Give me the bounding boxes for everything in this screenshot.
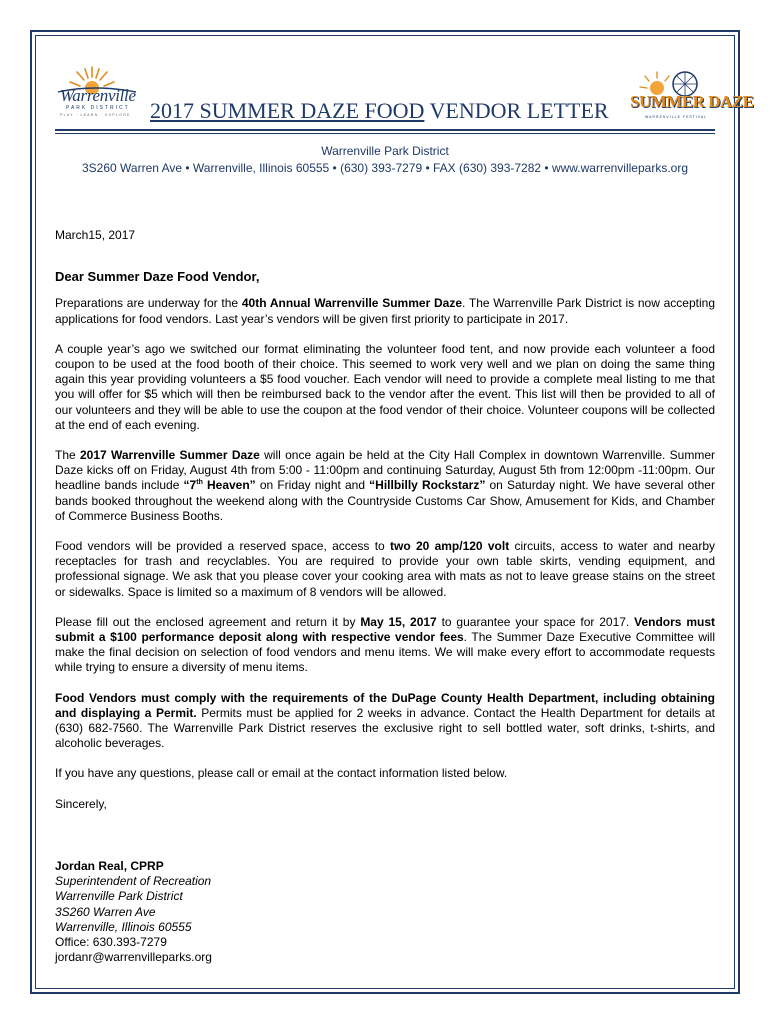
p3-band-1-sup: th (196, 479, 203, 487)
p5-bold-date: May 15, 2017 (360, 614, 437, 629)
org-name: Warrenville Park District (321, 144, 449, 158)
logo-left-name: Warrenville (60, 86, 136, 105)
p1-bold: 40th Annual Warrenville Summer Daze (241, 296, 463, 311)
signer-street: 3S260 Warren Ave (55, 904, 156, 919)
paragraph-6 (55, 691, 715, 752)
signer-name-text: Jordan Real, CPRP (55, 858, 164, 873)
warrenville-logo (54, 64, 140, 122)
p3-band-1-b: Heaven” (202, 478, 256, 493)
p3-text-a: The (55, 448, 80, 463)
org-address: 3S260 Warren Ave • Warrenville, Illinois 60555 • (630) 393-7279 • FAX (630) 393-7282 • www.warrenvilleparks.org (82, 161, 688, 175)
p5-text-c: to guarantee your space for 2017. (436, 614, 635, 629)
letter-date: March15, 2017 (55, 228, 136, 242)
title-rest: VENDOR LETTER (424, 98, 609, 123)
page-title (150, 98, 609, 124)
p3-band-1-a: “7 (183, 478, 197, 493)
p4-text-a: Food vendors will be provided a reserved space, access to (55, 539, 390, 554)
p5-text-e: . The Summer Daze Executive Committee will make the final decision on selection of food vendors and menu items. We will make every effort to accommodate requests while trying to ensure a diversity of menu items. (55, 630, 715, 675)
p3-band-2: “Hillbilly Rockstarz” (369, 478, 486, 493)
p1-text-c: . The Warrenville Park District is now accepting applications for food vendors. Last year’s vendors will be given first priority to participate in 2017. (55, 296, 715, 326)
p3-text-c: will once again be held at the City Hall Complex in downtown Warrenville. Summer Daze kicks off on Friday, August 4th from 5:00 - 11:00pm and continuing Saturday, August 5th from 12:00pm -11:00pm. Our headline bands include (55, 448, 716, 493)
p6-bold: Food Vendors must comply with the requirements of the DuPage County Health Department, including obtaining and displaying a Permit. (55, 690, 715, 720)
paragraph-3 (55, 448, 715, 524)
p3-bold-event: 2017 Warrenville Summer Daze (79, 448, 260, 463)
logo-left-line2: PLAY · LEARN · EXPLORE (60, 113, 131, 117)
logo-right-line1: WARRENVILLE FESTIVAL (645, 115, 708, 119)
paragraph-7: If you have any questions, please call or email at the contact information listed below. (55, 766, 508, 781)
letter-body (55, 228, 715, 965)
closing: Sincerely, (55, 796, 107, 811)
salutation: Dear Summer Daze Food Vendor, (55, 269, 260, 285)
signer-name (55, 859, 715, 874)
header-rule-thin (55, 133, 715, 134)
p4-text-c: circuits, access to water and nearby receptacles for trash and recyclables. You are required to provide your own table skirts, vending equipment, and professional signage. We ask that you please cover your cooking area with mats as not to leave grease stains on the street or sidewalks. Space is limited so a maximum of 8 vendors will be allowed. (55, 539, 716, 599)
logo-right-name: SUMMER DAZE (630, 92, 754, 111)
signer-office-phone: Office: 630.393-7279 (55, 934, 167, 949)
paragraph-4 (55, 539, 715, 600)
p1-text-a: Preparations are underway for the (55, 296, 242, 311)
p3-text-e: on Friday night and (255, 478, 370, 493)
paragraph-5 (55, 615, 715, 676)
p4-bold: two 20 amp/120 volt (390, 539, 510, 554)
p5-text-a: Please fill out the enclosed agreement and return it by (55, 614, 361, 629)
paragraph-1 (55, 296, 715, 326)
paragraph-2: A couple year’s ago we switched our format eliminating the volunteer food tent, and now provide each volunteer a food coupon to be used at the food booth of their choice. This seemed to work very well and we plan on doing the same thing again this year providing volunteers a $5 food voucher. Each vendor will need to provide a complete meal listing to me that you will offer for $5 which will then be reimbursed back to the vendor after the event. This list will then be provided to all of our volunteers and they will be able to use the coupon at the food vendor of their choice. Volunteer coupons will be collected at the end of each evening. (55, 341, 715, 432)
signer-title: Superintendent of Recreation (55, 874, 212, 889)
signer-org: Warrenville Park District (55, 889, 183, 904)
p6-text-b: Permits must be applied for 2 weeks in advance. Contact the Health Department for details at (630) 682-7560. The Warrenville Park District reserves the exclusive right to sell bottled water, soft drinks, t-shirts, and alcoholic beverages. (55, 705, 715, 751)
summer-daze-logo (627, 66, 754, 124)
p5-bold-deposit: Vendors must submit a $100 performance deposit along with respective vendor fees (55, 614, 715, 645)
header-rule-thick (55, 129, 715, 131)
title-underlined: 2017 SUMMER DAZE FOOD (150, 98, 425, 123)
signer-city: Warrenville, Illinois 60555 (55, 919, 192, 934)
signer-email[interactable]: jordanr@warrenvilleparks.org (55, 950, 212, 965)
p3-text-g: on Saturday night. We have several other bands booked throughout the weekend along with the Countryside Customs Car Show, Amusement for Kids, and Chamber of Commerce Business Booths. (55, 478, 715, 523)
logo-left-line1: PARK DISTRICT (66, 105, 130, 111)
p3-band-1 (184, 478, 256, 492)
